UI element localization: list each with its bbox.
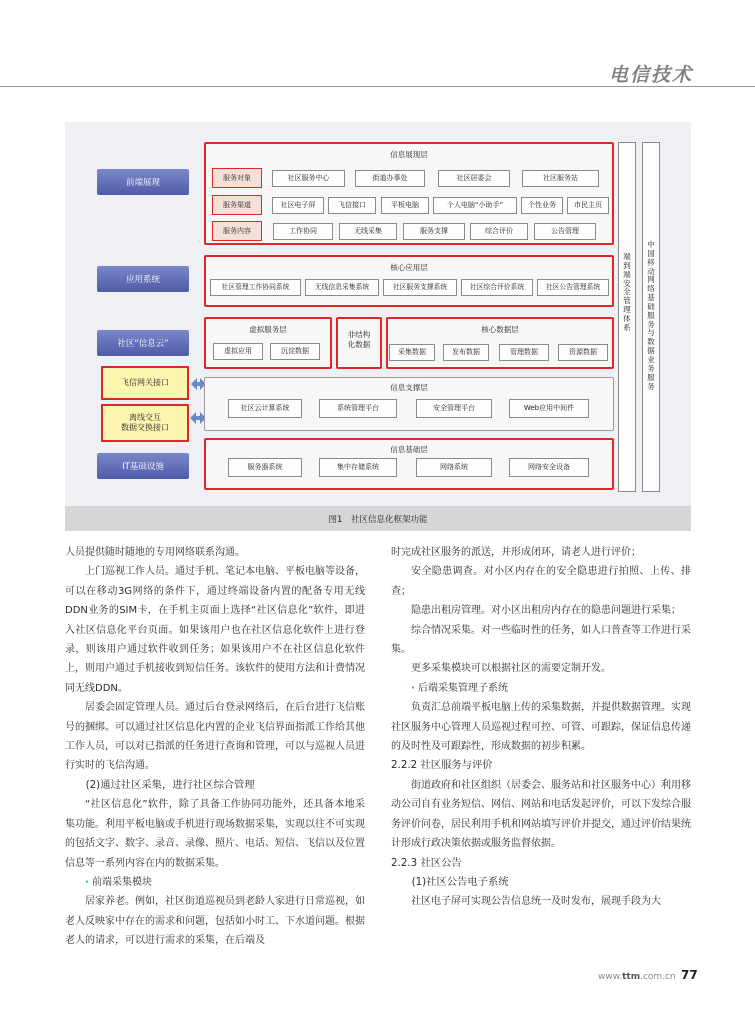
unstructured-data-label: 非结构 化数据	[347, 330, 371, 349]
bullet-item	[65, 873, 365, 892]
bullet-text: 前端采集模块	[92, 876, 152, 888]
site-suffix: .com.cn	[640, 972, 676, 982]
info-support-title: 信息支撑层	[390, 383, 428, 392]
offline-exchange-interface: 离线交互 数据交换接口	[101, 404, 189, 442]
left-label-info-cloud: 社区“信息云”	[97, 330, 189, 356]
subheading: (2)通过社区采集，进行社区综合管理	[85, 778, 255, 791]
row-label-service-content: 服务内容	[212, 221, 262, 241]
cell-street-office: 街道办事处	[355, 170, 425, 187]
cell-virtual-app: 虚拟应用	[213, 343, 263, 360]
bullet-text: 后端采集管理子系统	[418, 682, 508, 694]
paragraph: 负责汇总前端平板电脑上传的采集数据，并提供数据管理。实现社区服务中心管理人员巡视过程可控、可管、可跟踪，保证信息传递的及时性及可跟踪性，形成数据的初步积累。	[391, 702, 691, 753]
site-bold: ttm	[622, 972, 641, 982]
paragraph: 社区电子屏可实现公告信息统一及时发布，展现手段为大	[411, 896, 661, 908]
bullet-item	[391, 679, 691, 698]
site-prefix: www.	[598, 972, 623, 982]
cell-pc-assistant: 个人电脑“小助手”	[433, 197, 517, 214]
paragraph: 时完成社区服务的派送，并形成闭环，请老人进行评价；	[391, 547, 641, 558]
virtual-service-title: 虚拟服务层	[249, 325, 287, 334]
row-label-service-channel: 服务渠道	[212, 195, 262, 215]
journal-title: 电信技术	[608, 64, 693, 86]
paragraph: 居家养老。例如，社区街道巡视员到老龄人家进行日常巡视，如老人反映家中存在的需求和问题，包括如小时工、下水道问题。根据老人的请求，可以进行需求的采集，在后端及	[65, 896, 365, 947]
cmcc-service-column	[642, 142, 660, 492]
cell-web-middleware: Web应用中间件	[509, 399, 589, 418]
cell-notice-system: 社区公告管理系统	[537, 279, 609, 296]
cell-resource-data: 资源数据	[558, 344, 608, 361]
paragraph: 上门巡视工作人员。通过手机、笔记本电脑、平板电脑等设备，可以在移动3G网络的条件下，通过终端设备内置的配备专用无线DDN业务的SIM卡，在手机主页面上选择“社区信息化”软件，即进入社区信息化平台页面。如果该用户也在社区信息化软件上进行登录，则该用户通过软件收到任务；如果该用户不在社区信息化软件上，则用户通过手机接收到短信任务。该软件的使用方法和计费情况同无线DDN。	[65, 566, 365, 694]
cell-cloud-system: 社区云计算系统	[228, 399, 302, 418]
cell-server-system: 服务器系统	[228, 458, 302, 477]
cell-community-service-center: 社区服务中心	[272, 170, 345, 187]
paragraph: 人员提供随时随地的专用网络联系沟通。	[65, 547, 245, 558]
cell-network-security: 网络安全设备	[509, 458, 589, 477]
cell-tablet: 平板电脑	[381, 197, 429, 214]
unstructured-data-box	[336, 317, 382, 369]
cell-management-data: 管理数据	[499, 344, 549, 361]
left-label-application: 应用系统	[97, 266, 189, 292]
cell-wireless-info-system: 无线信息采集系统	[305, 279, 379, 296]
e2e-security-label: 端到端安全管理体系	[623, 252, 631, 332]
core-app-title: 核心应用层	[390, 263, 428, 272]
left-label-frontend: 前端展现	[97, 169, 189, 195]
paragraph: 综合情况采集。对一些临时性的任务，如人口普查等工作进行采集。	[391, 624, 691, 656]
cell-wireless-collection: 无线采集	[339, 223, 397, 240]
paragraph: “社区信息化”软件，除了具备工作协同功能外，还具备本地采集功能。利用平板电脑或手机进行现场数据采集，实现以往不可实现的包括文字、数字、录音、录像、照片、电话、短信、飞信以及位置信息等一系列内容在内的数据采集。	[65, 799, 365, 869]
section-heading: 2.2.2 社区服务与评价	[391, 759, 493, 772]
figure-caption: 图1 社区信息化框架功能	[65, 506, 691, 531]
cell-community-screen: 社区电子屏	[272, 197, 324, 214]
core-data-title: 核心数据层	[481, 325, 519, 334]
cell-security-platform: 安全管理平台	[416, 399, 492, 418]
cell-residents-committee: 社区居委会	[438, 170, 510, 187]
cell-eval-system: 社区综合评价系统	[461, 279, 533, 296]
core-data-layer	[386, 317, 614, 369]
page-number: 77	[681, 968, 698, 982]
left-label-it-infrastructure: IT基础设施	[97, 453, 189, 479]
footer-site	[598, 972, 676, 982]
bullet-icon: ·	[85, 876, 89, 888]
cell-sediment-data: 沉淀数据	[270, 343, 320, 360]
paragraph: 居委会固定管理人员。通过后台登录网络后，在后台进行飞信账号的捆绑。可以通过社区信息化内置的企业飞信界面指派工作给其他工作人员，可以对已指派的任务进行查询和管理，可以与巡视人员进行实时的飞信沟通。	[65, 702, 365, 772]
left-column	[65, 543, 365, 951]
cell-service-support: 服务支撑	[403, 223, 465, 240]
info-display-title: 信息展现层	[390, 150, 428, 159]
cell-personal-business: 个性业务	[521, 197, 563, 214]
cell-published-data: 发布数据	[443, 344, 489, 361]
figure	[65, 122, 691, 531]
cell-comprehensive-eval: 综合评价	[470, 223, 528, 240]
cell-storage-system: 集中存储系统	[319, 458, 397, 477]
cell-network-system: 网络系统	[416, 458, 492, 477]
cell-sys-mgmt-platform: 系统管理平台	[319, 399, 397, 418]
paragraph: 更多采集模块可以根据社区的需要定制开发。	[411, 663, 611, 675]
cell-fetion-interface: 飞信接口	[328, 197, 376, 214]
right-column	[391, 543, 691, 912]
cell-community-service-station: 社区服务站	[522, 170, 599, 187]
cmcc-service-label: 中国移动网络基础服务与数据业务服务	[647, 240, 655, 391]
paragraph: 街道政府和社区组织（居委会、服务站和社区服务中心）利用移动公司自有业务短信、网信、网站和电话发起评价，可以下发综合服务评价问卷，居民利用手机和网站填写评价并提交，通过评价结果统计形成行政决策依据或服务监督依据。	[391, 779, 691, 850]
cell-service-support-system: 社区服务支撑系统	[383, 279, 457, 296]
section-heading: 2.2.3 社区公告	[391, 856, 462, 869]
cell-work-collaboration: 工作协同	[273, 223, 333, 240]
subheading: (1)社区公告电子系统	[411, 875, 509, 888]
header-rule	[0, 86, 755, 87]
fetion-gateway-interface: 飞信网关接口	[101, 366, 189, 400]
paragraph: 隐患出租房管理。对小区出租房内存在的隐患问题进行采集；	[411, 605, 681, 617]
cell-citizen-homepage: 市民主页	[567, 197, 609, 214]
paragraph: 安全隐患调查。对小区内存在的安全隐患进行拍照、上传、排查；	[391, 566, 691, 597]
cell-collected-data: 采集数据	[389, 344, 435, 361]
e2e-security-column	[618, 142, 636, 492]
row-label-service-object: 服务对象	[212, 168, 262, 188]
cell-coop-system: 社区管理工作协同系统	[210, 279, 301, 296]
cell-notice-management: 公告管理	[534, 223, 596, 240]
bullet-icon: ·	[411, 682, 415, 694]
info-base-title: 信息基础层	[390, 445, 428, 454]
